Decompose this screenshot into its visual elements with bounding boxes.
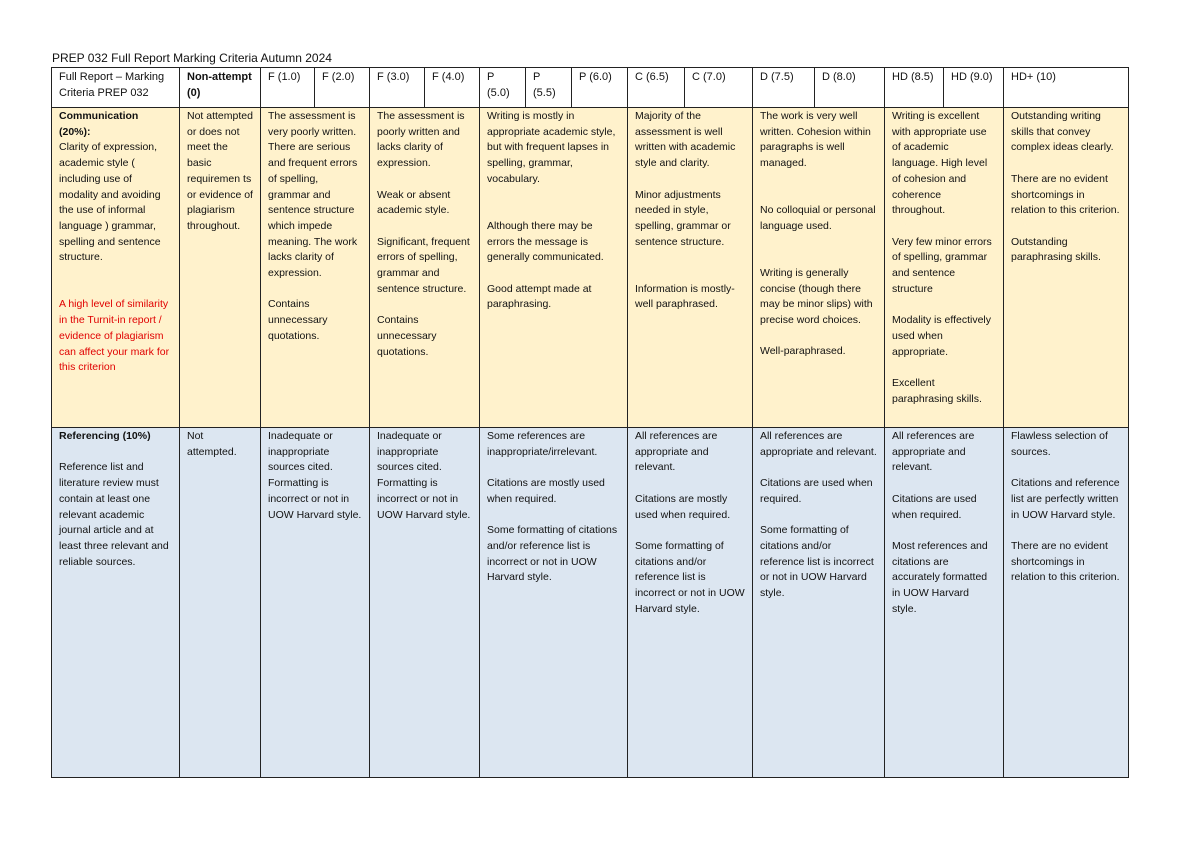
grade-header-cell: F (3.0) — [370, 68, 425, 108]
grade-header-cell: F (4.0) — [425, 68, 480, 108]
referencing-description: Reference list and literature review must contain at least one relevant academic journal article and at least three relevant and reliable sources. — [59, 461, 169, 568]
communication-title: Communication (20%): — [59, 110, 139, 138]
communication-hd-plus-cell: Outstanding writing skills that convey complex ideas clearly. There are no evident shortcomings in relation to this criterion. Outstanding paraphrasing skills. — [1004, 108, 1129, 428]
referencing-non-attempt-cell: Not attempted. — [180, 428, 261, 778]
referencing-row — [52, 428, 1129, 778]
referencing-distinction-cell: All references are appropriate and relevant. Citations are used when required. Some formatting of citations and/or reference list is incorrect or not in UOW Harvard style. — [753, 428, 885, 778]
communication-credit-cell: Majority of the assessment is well written with academic style and clarity. Minor adjustments needed in style, spelling, grammar or sentence structure. Information is mostly-well paraphrased. — [628, 108, 753, 428]
grade-header-cell: C (7.0) — [685, 68, 753, 108]
grade-header-cell: P (5.0) — [480, 68, 526, 108]
header-row — [52, 68, 1129, 108]
communication-f-low-cell: The assessment is very poorly written. There are serious and frequent errors of spelling, grammar and sentence structure which impede meaning. The work lacks clarity of expression. Contains unnecessary quotations. — [261, 108, 370, 428]
grade-header-cell: C (6.5) — [628, 68, 685, 108]
document-title: PREP 032 Full Report Marking Criteria Autumn 2024 — [52, 51, 332, 65]
grade-header-cell: HD (8.5) — [885, 68, 944, 108]
referencing-hd-plus-cell: Flawless selection of sources. Citations and reference list are perfectly written in UOW Harvard style. There are no evident shortcomings in relation to this criterion. — [1004, 428, 1129, 778]
referencing-pass-cell: Some references are inappropriate/irrelevant. Citations are mostly used when required. Some formatting of citations and/or reference list is incorrect or not in UOW Harvard style. — [480, 428, 628, 778]
plagiarism-warning: A high level of similarity in the Turnit-in report / evidence of plagiarism can affect your mark for this criterion — [59, 298, 170, 374]
communication-distinction-cell: The work is very well written. Cohesion within paragraphs is well managed. No colloquial or personal language used. Writing is generally concise (though there may be minor slips) with precise word choices. Well-paraphrased. — [753, 108, 885, 428]
grade-header-cell: P (6.0) — [572, 68, 628, 108]
grade-header-cell: F (1.0) — [261, 68, 315, 108]
grade-header-cell: D (8.0) — [815, 68, 885, 108]
non-attempt-header-cell: Non-attempt (0) — [180, 68, 261, 108]
communication-description: Clarity of expression, academic style ( including use of modality and avoiding the use of informal language ) grammar, spelling and sentence structure. — [59, 141, 161, 264]
grade-header-cell: F (2.0) — [315, 68, 370, 108]
grade-header-cell: P (5.5) — [526, 68, 572, 108]
communication-row — [52, 108, 1129, 428]
marking-criteria-table — [51, 67, 1129, 778]
referencing-criterion-cell — [52, 428, 180, 778]
communication-criterion-cell — [52, 108, 180, 428]
communication-pass-cell: Writing is mostly in appropriate academic style, but with frequent lapses in spelling, grammar, vocabulary. Although there may be errors the message is generally communicated. Good attempt made at paraphrasing. — [480, 108, 628, 428]
communication-f-high-cell: The assessment is poorly written and lacks clarity of expression. Weak or absent academic style. Significant, frequent errors of spelling, grammar and sentence structure. Contains unnecessary quotations. — [370, 108, 480, 428]
communication-high-distinction-cell: Writing is excellent with appropriate use of academic language. High level of cohesion and coherence throughout. Very few minor errors of spelling, grammar and sentence structure Modality is effectively used when appropriate. Excellent paraphrasing skills. — [885, 108, 1004, 428]
grade-header-cell: HD+ (10) — [1004, 68, 1129, 108]
referencing-high-distinction-cell: All references are appropriate and relevant. Citations are used when required. Most references and citations are accurately formatted in UOW Harvard style. — [885, 428, 1004, 778]
referencing-f-low-cell: Inadequate or inappropriate sources cited. Formatting is incorrect or not in UOW Harvard style. — [261, 428, 370, 778]
grade-header-cell: D (7.5) — [753, 68, 815, 108]
referencing-credit-cell: All references are appropriate and relevant. Citations are mostly used when required. Some formatting of citations and/or reference list is incorrect or not in UOW Harvard style. — [628, 428, 753, 778]
grade-header-cell: HD (9.0) — [944, 68, 1004, 108]
communication-non-attempt-cell: Not attempted or does not meet the basic requiremen ts or evidence of plagiarism throughout. — [180, 108, 261, 428]
referencing-f-high-cell: Inadequate or inappropriate sources cited. Formatting is incorrect or not in UOW Harvard style. — [370, 428, 480, 778]
criteria-header-cell: Full Report – Marking Criteria PREP 032 — [52, 68, 180, 108]
referencing-title: Referencing (10%) — [59, 430, 151, 442]
